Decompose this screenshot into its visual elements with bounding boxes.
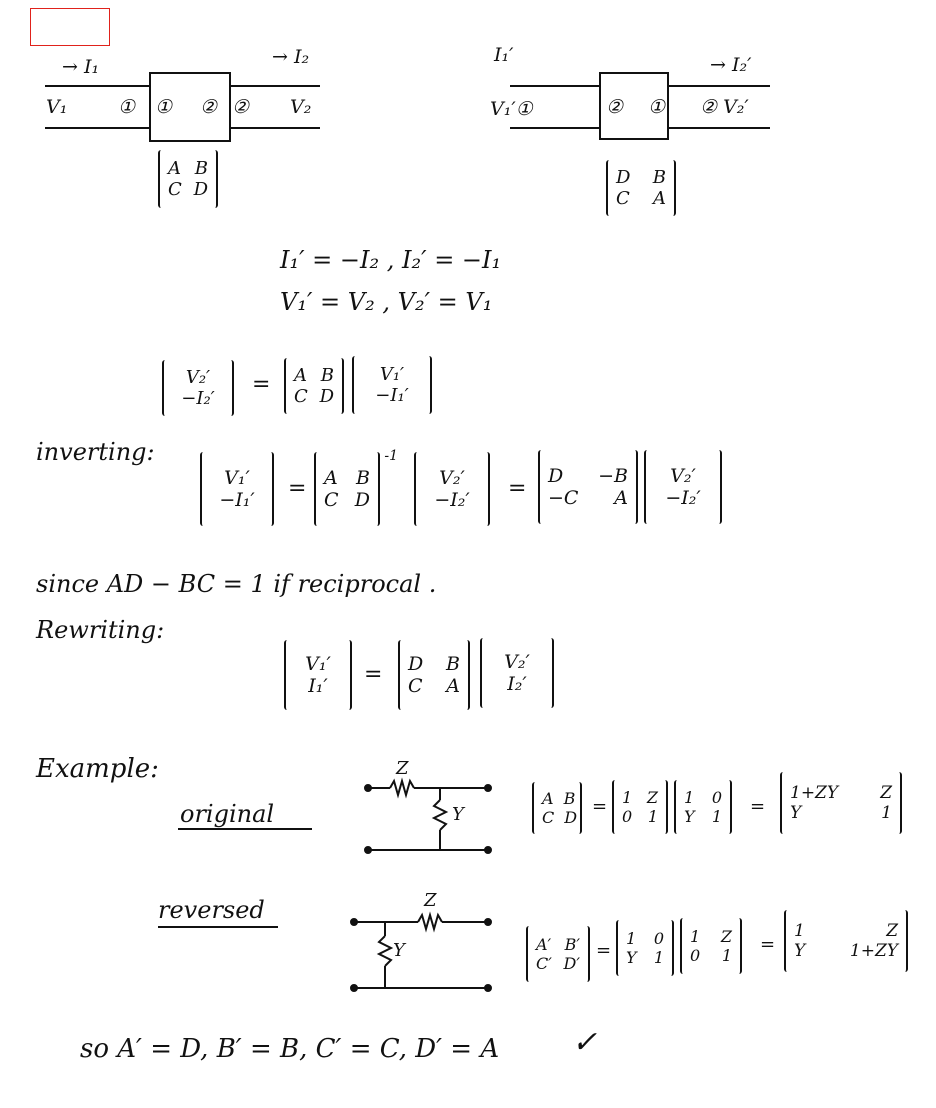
original-equals-1: = <box>592 796 608 817</box>
reversed-circuit-wires <box>351 915 491 991</box>
inverted-matrix: D −B −C A <box>538 450 638 524</box>
voltage-v1-prime-label: V₁′① <box>490 98 533 120</box>
reversed-label: reversed <box>158 896 265 924</box>
inverting-equals-1: = <box>288 476 307 501</box>
voltage-v2-prime-label: ② V₂′ <box>700 96 749 118</box>
voltage-v2-label: V₂ <box>290 96 312 118</box>
eq1-equals: = <box>252 372 271 397</box>
current-i2-prime-label: → I₂′ <box>710 54 752 76</box>
current-i2-label: → I₂ <box>272 46 310 68</box>
inverting-vector-2: V₂′ −I₂′ <box>644 450 722 524</box>
port-2-left-inner-label: ② <box>606 96 624 118</box>
eq1-right-vector: V₁′ −I₁′ <box>352 356 432 414</box>
original-circuit-wires <box>365 781 491 853</box>
rewriting-left-vector: V₁′ I₁′ <box>284 640 352 710</box>
abcd-matrix-original: A B C D <box>158 150 218 208</box>
original-series-z-matrix: 1 Z 0 1 <box>612 780 668 834</box>
inverting-label: inverting: <box>36 438 155 466</box>
reversed-result-matrix: 1 Z Y 1+ZY <box>784 910 908 972</box>
reversed-lhs-matrix: A′ B′ C′ D′ <box>526 926 590 982</box>
port-1-inner-label: ① <box>155 96 173 118</box>
reversed-series-z-matrix: 1 Z 0 1 <box>680 918 742 974</box>
reversed-equals-1: = <box>596 940 612 961</box>
example-label: Example: <box>36 754 159 784</box>
eq1-left-vector: V₂′ −I₂′ <box>162 360 234 416</box>
rewriting-dbca-matrix: D B C A <box>398 640 470 710</box>
voltage-relations-line: V₁′ = V₂ , V₂′ = V₁ <box>280 288 493 316</box>
eq1-abcd-matrix: A B C D <box>284 358 344 414</box>
original-z-label: Z <box>396 758 409 779</box>
current-i1-label: → I₁ <box>62 56 100 78</box>
top-left-network-wires <box>45 73 320 141</box>
current-i1-prime-label: I₁′ <box>494 44 514 66</box>
original-lhs-matrix: A B C D <box>532 782 582 834</box>
reversed-shunt-y-matrix: 1 0 Y 1 <box>616 920 674 976</box>
reciprocity-condition: since AD − BC = 1 if reciprocal . <box>36 570 437 598</box>
reversed-equals-2: = <box>760 934 776 955</box>
rewriting-right-vector: V₂′ I₂′ <box>480 638 554 708</box>
port-2-outer-label: ② <box>232 96 250 118</box>
voltage-v1-label: V₁ <box>46 96 68 118</box>
original-equals-2: = <box>750 796 766 817</box>
conclusion-equalities: so A′ = D, B′ = B, C′ = C, D′ = A <box>80 1034 500 1064</box>
inverting-abcd-inverse-matrix: A B C D -1 <box>314 452 380 526</box>
current-relations-line: I₁′ = −I₂ , I₂′ = −I₁ <box>280 246 502 274</box>
rewriting-equals: = <box>364 662 383 687</box>
abcd-matrix-reversed: D B C A <box>606 160 676 216</box>
inverting-left-vector: V₁′ −I₁′ <box>200 452 274 526</box>
port-2-inner-label: ② <box>200 96 218 118</box>
original-y-label: Y <box>452 804 464 825</box>
inverting-equals-2: = <box>508 476 527 501</box>
port-1-right-inner-label: ① <box>648 96 666 118</box>
reversed-y-label: Y <box>393 940 405 961</box>
original-shunt-y-matrix: 1 0 Y 1 <box>674 780 732 834</box>
original-result-matrix: 1+ZY Z Y 1 <box>780 772 902 834</box>
inverting-vector: V₂′ −I₂′ <box>414 452 490 526</box>
port-1-outer-label: ① <box>118 96 136 118</box>
checkmark-icon: ✓ <box>572 1025 598 1060</box>
rewriting-label: Rewriting: <box>36 616 165 644</box>
original-label: original <box>180 800 275 828</box>
reversed-z-label: Z <box>424 890 437 911</box>
